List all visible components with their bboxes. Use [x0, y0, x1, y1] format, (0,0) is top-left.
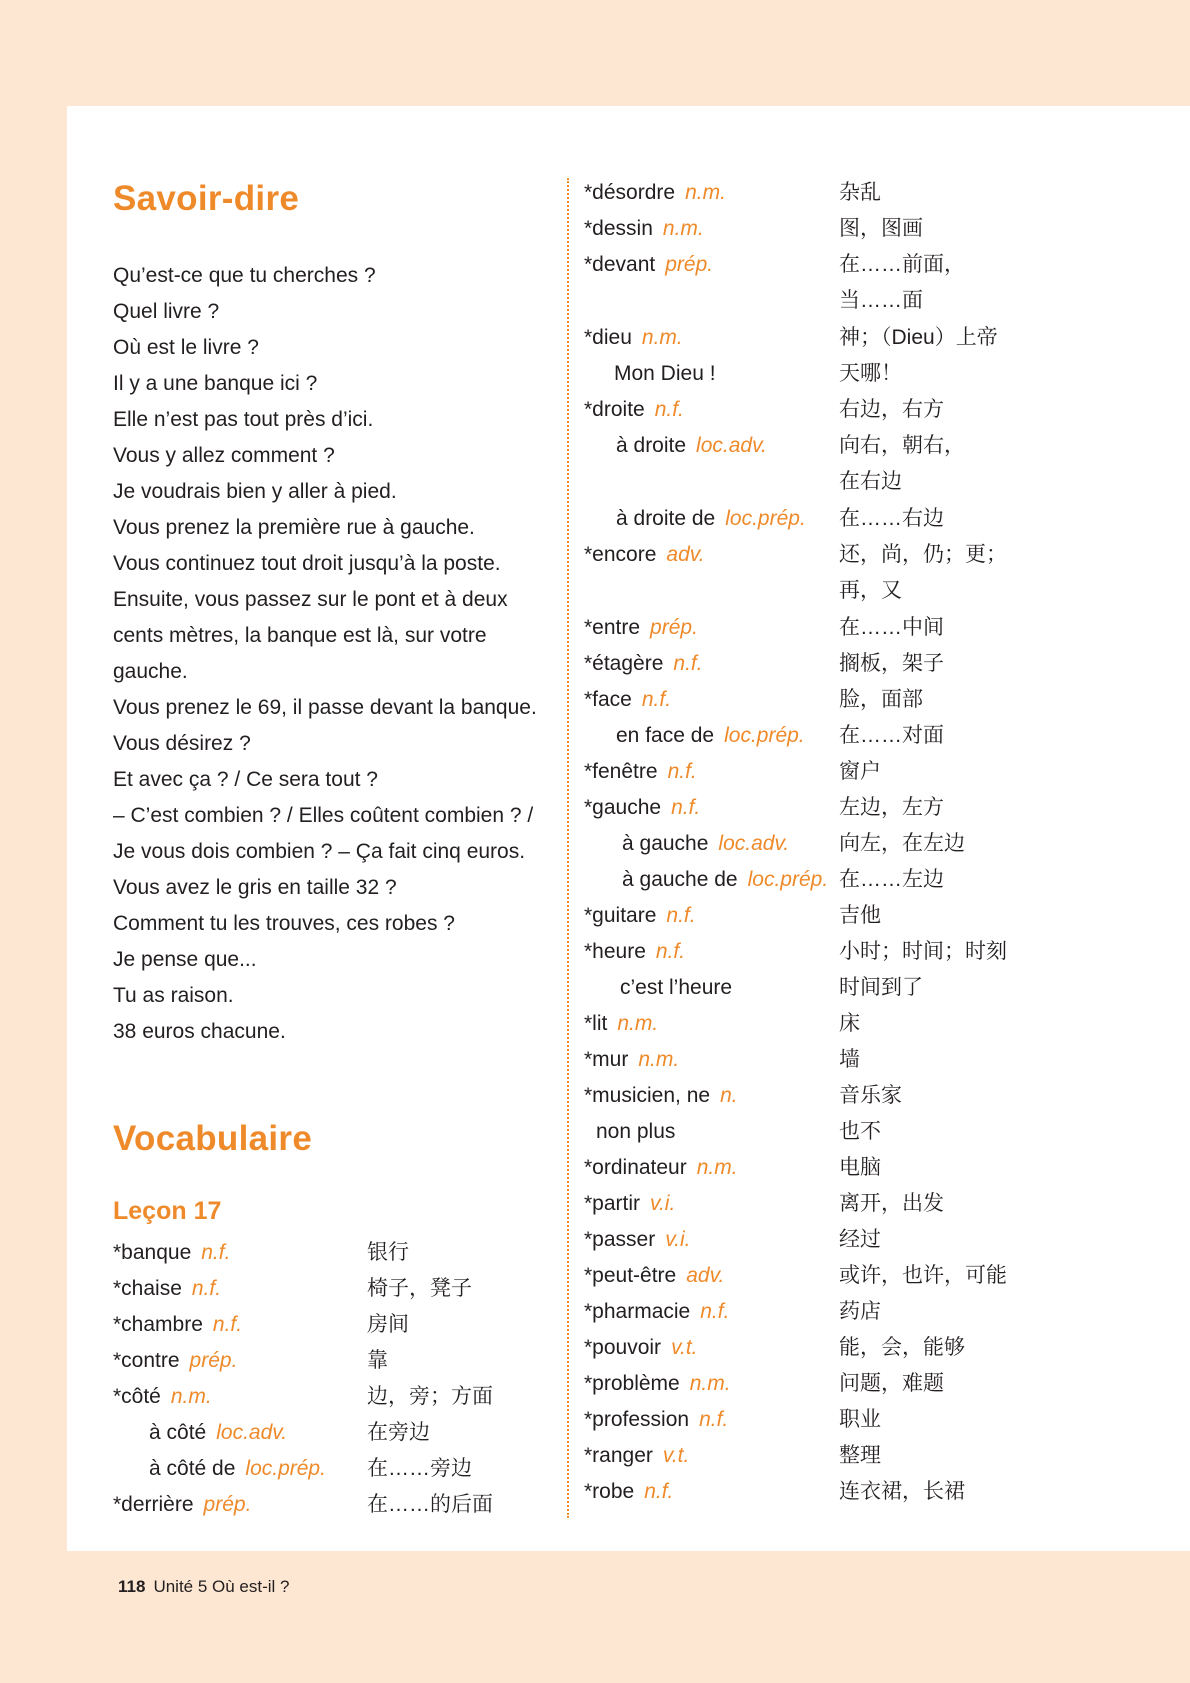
vocab-entry — [584, 1294, 1064, 1330]
vocab-word: Mon Dieu ! — [614, 362, 716, 385]
chinese-translation: 天哪！ — [839, 362, 902, 385]
vocab-entry — [113, 1451, 573, 1487]
part-of-speech: n.f. — [644, 1480, 674, 1503]
vocab-list-right — [584, 175, 1064, 1510]
vocab-word: *pouvoir — [584, 1336, 662, 1359]
phrase-line: Comment tu les trouves, ces robes ? — [113, 912, 455, 935]
phrase-line: 38 euros chacune. — [113, 1020, 286, 1043]
vocab-word-group — [584, 1006, 658, 1042]
vocab-word-group — [584, 392, 684, 428]
vocab-entry — [113, 1307, 573, 1343]
chinese-translation: 也不 — [839, 1120, 881, 1143]
phrase-line: Vous avez le gris en taille 32 ? — [113, 876, 397, 899]
vocabulaire-section — [113, 1116, 312, 1162]
vocab-entry — [584, 211, 1064, 247]
chinese-translation: 右边，右方 — [839, 398, 944, 421]
chinese-translation: 还，尚，仍；更； 再，又 — [839, 543, 1007, 602]
vocab-entry — [584, 356, 1064, 392]
vocab-word: *peut-être — [584, 1264, 677, 1287]
savoir-dire-section — [113, 176, 563, 222]
chinese-translation: 在旁边 — [367, 1421, 430, 1444]
vocab-entry — [584, 646, 1064, 682]
chinese-translation: 神；（Dieu）上帝 — [839, 326, 998, 349]
vocab-entry — [113, 1343, 573, 1379]
vocab-word-group — [584, 1150, 738, 1186]
part-of-speech: n.f. — [191, 1277, 222, 1300]
vocab-word: *derrière — [113, 1493, 194, 1516]
vocab-word-group — [584, 934, 685, 970]
chinese-translation: 在……中间 — [839, 616, 944, 639]
vocab-entry — [584, 754, 1064, 790]
vocab-word: *profession — [584, 1408, 690, 1431]
vocab-word: *lit — [584, 1012, 608, 1035]
vocab-entry — [584, 1114, 1064, 1150]
lesson-heading: Leçon 17 — [113, 1197, 222, 1225]
chinese-translation: 能，会，能够 — [839, 1336, 965, 1359]
vocab-entry — [584, 1006, 1064, 1042]
vocab-word-group — [584, 790, 700, 826]
vocab-word-group — [596, 1114, 675, 1150]
phrase-line: Vous prenez la première rue à gauche. — [113, 516, 475, 539]
chinese-translation: 窗户 — [839, 760, 881, 783]
part-of-speech: n.f. — [201, 1241, 231, 1264]
vocab-entry — [584, 247, 1064, 320]
vocab-entry — [584, 1474, 1064, 1510]
vocab-word: *face — [584, 688, 632, 711]
vocab-word: *chaise — [113, 1277, 182, 1300]
vocab-entry — [584, 1150, 1064, 1186]
phrase-line: Je voudrais bien y aller à pied. — [113, 480, 397, 503]
part-of-speech: n.f. — [212, 1313, 243, 1336]
vocab-entry — [584, 1078, 1064, 1114]
part-of-speech: n.m. — [696, 1156, 738, 1179]
part-of-speech: n.f. — [666, 904, 696, 927]
part-of-speech: adv. — [666, 543, 705, 566]
phrase-list — [113, 258, 573, 1050]
vocab-word: à gauche — [622, 832, 709, 855]
chinese-translation: 向左，在左边 — [839, 832, 965, 855]
chinese-translation: 边，旁；方面 — [367, 1385, 493, 1408]
vocab-word-group — [149, 1451, 326, 1487]
chinese-translation: 脸，面部 — [839, 688, 923, 711]
phrase-line: Vous désirez ? — [113, 732, 251, 755]
vocab-word: *ranger — [584, 1444, 653, 1467]
chinese-translation: 图，图画 — [839, 217, 923, 240]
chinese-translation: 杂乱 — [839, 181, 881, 204]
vocab-entry — [584, 1366, 1064, 1402]
vocab-word: *banque — [113, 1241, 192, 1264]
vocab-word: *encore — [584, 543, 657, 566]
part-of-speech: prép. — [650, 616, 698, 639]
chinese-translation: 问题，难题 — [839, 1372, 944, 1395]
vocab-word-group — [584, 1222, 690, 1258]
phrase-line: Et avec ça ? / Ce sera tout ? — [113, 768, 378, 791]
part-of-speech: loc.adv. — [696, 434, 767, 457]
vocab-word-group — [584, 211, 704, 247]
vocab-entry — [584, 320, 1064, 356]
vocab-word: *fenêtre — [584, 760, 658, 783]
part-of-speech: prép. — [203, 1493, 252, 1516]
chinese-translation: 连衣裙，长裙 — [839, 1480, 965, 1503]
vocab-word-group — [584, 1330, 698, 1366]
vocab-word: non plus — [596, 1120, 676, 1143]
vocab-word: *mur — [584, 1048, 629, 1071]
part-of-speech: prép. — [665, 253, 714, 276]
vocab-entry — [584, 1222, 1064, 1258]
vocab-word-group — [584, 1042, 679, 1078]
phrase-line: Qu’est-ce que tu cherches ? — [113, 264, 376, 287]
part-of-speech: v.i. — [650, 1192, 676, 1215]
vocab-entry — [113, 1415, 573, 1451]
vocab-word-group — [584, 1366, 731, 1402]
phrase-line: Il y a une banque ici ? — [113, 372, 318, 395]
phrase-line: Quel livre ? — [113, 300, 220, 323]
chinese-translation: 在……对面 — [839, 724, 944, 747]
part-of-speech: loc.prép. — [725, 507, 806, 530]
chinese-translation: 椅子，凳子 — [367, 1277, 472, 1300]
part-of-speech: v.t. — [671, 1336, 698, 1359]
vocab-entry — [584, 934, 1064, 970]
vocab-word-group — [113, 1487, 251, 1523]
chinese-translation: 音乐家 — [839, 1084, 902, 1107]
vocab-word: *problème — [584, 1372, 680, 1395]
chinese-translation: 职业 — [839, 1408, 881, 1431]
vocab-word: en face de — [616, 724, 715, 747]
chinese-translation: 整理 — [839, 1444, 881, 1467]
vocab-word-group — [113, 1235, 230, 1271]
vocab-word: *robe — [584, 1480, 635, 1503]
part-of-speech: n.f. — [654, 398, 684, 421]
page-number: 118 — [118, 1577, 146, 1596]
vocab-entry — [113, 1379, 573, 1415]
vocab-word-group — [616, 428, 767, 464]
part-of-speech: adv. — [686, 1264, 725, 1287]
chinese-translation: 左边，左方 — [839, 796, 944, 819]
phrase-line: Vous y allez comment ? — [113, 444, 335, 467]
vocab-entry — [113, 1235, 573, 1271]
chinese-translation: 房间 — [367, 1313, 409, 1336]
vocab-word-group — [614, 356, 716, 392]
chinese-translation: 在……左边 — [839, 868, 944, 891]
chinese-translation: 搁板，架子 — [839, 652, 944, 675]
vocab-word: *droite — [584, 398, 645, 421]
part-of-speech: loc.adv. — [718, 832, 790, 855]
vocab-word: *ordinateur — [584, 1156, 687, 1179]
phrase-line: Vous continuez tout droit jusqu’à la poste. — [113, 552, 501, 575]
part-of-speech: n.m. — [617, 1012, 659, 1035]
unit-title: Unité 5 Où est-il ? — [153, 1577, 290, 1596]
vocab-list-left — [113, 1235, 573, 1523]
vocab-word-group — [584, 646, 703, 682]
part-of-speech: v.i. — [665, 1228, 691, 1251]
vocab-word: *côté — [113, 1385, 161, 1408]
vocab-word: *gauche — [584, 796, 662, 819]
vocab-word-group — [584, 1078, 738, 1114]
vocab-word: à droite de — [616, 507, 716, 530]
part-of-speech: n.f. — [667, 760, 697, 783]
vocab-word: *musicien, ne — [584, 1084, 711, 1107]
vocab-word-group — [616, 718, 805, 754]
vocab-entry — [584, 537, 1064, 610]
vocab-entry — [584, 970, 1064, 1006]
chinese-translation: 经过 — [839, 1228, 881, 1251]
vocab-entry — [584, 501, 1064, 537]
vocab-word-group — [584, 537, 705, 573]
vocab-word-group — [113, 1379, 212, 1415]
vocab-word-group — [584, 1474, 673, 1510]
vocab-word: *entre — [584, 616, 641, 639]
phrase-line: Tu as raison. — [113, 984, 234, 1007]
chinese-translation: 在……旁边 — [367, 1457, 472, 1480]
vocab-word-group — [113, 1307, 242, 1343]
vocab-word: *heure — [584, 940, 646, 963]
part-of-speech: loc.prép. — [245, 1457, 326, 1480]
chinese-translation: 离开，出发 — [839, 1192, 944, 1215]
part-of-speech: n.f. — [699, 1408, 729, 1431]
vocab-word: c’est l’heure — [620, 976, 733, 999]
vocab-word-group — [584, 682, 671, 718]
chinese-translation: 在……右边 — [839, 507, 944, 530]
vocab-entry — [584, 1402, 1064, 1438]
vocab-entry — [584, 1438, 1064, 1474]
phrase-line: cents mètres, la banque est là, sur votre — [113, 624, 487, 647]
phrase-line: Vous prenez le 69, il passe devant la banque. — [113, 696, 537, 719]
chinese-translation: 在……前面， 当……面 — [839, 253, 965, 312]
column-divider — [567, 178, 569, 1518]
vocab-entry — [584, 1330, 1064, 1366]
part-of-speech: loc.prép. — [747, 868, 829, 891]
vocab-word-group — [584, 1402, 728, 1438]
vocab-word-group — [622, 862, 828, 898]
vocab-word-group — [113, 1343, 237, 1379]
part-of-speech: n.f. — [655, 940, 686, 963]
vocab-word-group — [584, 754, 697, 790]
chinese-translation: 靠 — [367, 1349, 388, 1372]
vocab-word: *dessin — [584, 217, 653, 240]
vocab-word-group — [584, 1294, 729, 1330]
phrase-line: Je vous dois combien ? – Ça fait cinq euros. — [113, 840, 526, 863]
vocab-word: *guitare — [584, 904, 657, 927]
vocab-entry — [584, 898, 1064, 934]
vocab-word-group — [584, 1438, 689, 1474]
vocab-entry — [584, 428, 1064, 501]
savoir-dire-title: Savoir-dire — [113, 179, 300, 218]
vocab-entry — [584, 862, 1064, 898]
chinese-translation: 或许，也许，可能 — [839, 1264, 1007, 1287]
part-of-speech: loc.prép. — [724, 724, 805, 747]
vocab-word: *passer — [584, 1228, 656, 1251]
vocab-word-group — [584, 898, 696, 934]
vocab-word-group — [149, 1415, 287, 1451]
part-of-speech: n.f. — [673, 652, 703, 675]
vocab-entry — [584, 1258, 1064, 1294]
vocab-entry — [584, 610, 1064, 646]
vocab-word-group — [584, 247, 713, 283]
vocab-word-group — [584, 175, 726, 211]
part-of-speech: n.m. — [641, 326, 683, 349]
vocab-entry — [584, 392, 1064, 428]
vocab-entry — [113, 1487, 573, 1523]
vocab-entry — [584, 718, 1064, 754]
vocab-word-group — [584, 610, 698, 646]
vocab-entry — [584, 790, 1064, 826]
phrase-line: – C’est combien ? / Elles coûtent combien ? / — [113, 804, 534, 827]
vocab-word: *étagère — [584, 652, 664, 675]
page-footer — [118, 1576, 290, 1598]
part-of-speech: loc.adv. — [216, 1421, 288, 1444]
vocab-entry — [584, 682, 1064, 718]
phrase-line: Ensuite, vous passez sur le pont et à deux — [113, 588, 508, 611]
vocab-entry — [584, 826, 1064, 862]
vocab-word: *pharmacie — [584, 1300, 691, 1323]
chinese-translation: 向右，朝右， 在右边 — [839, 434, 965, 493]
vocab-word: à droite — [616, 434, 687, 457]
vocabulaire-title: Vocabulaire — [113, 1119, 313, 1158]
vocab-word-group — [584, 1258, 724, 1294]
vocab-word: à gauche de — [622, 868, 738, 891]
part-of-speech: n.m. — [685, 181, 726, 204]
vocab-word-group — [113, 1271, 221, 1307]
chinese-translation: 银行 — [367, 1241, 409, 1264]
part-of-speech: n.m. — [689, 1372, 731, 1395]
vocab-word-group — [622, 826, 789, 862]
vocab-word-group — [584, 1186, 675, 1222]
vocab-word: *contre — [113, 1349, 180, 1372]
vocab-word: à côté — [149, 1421, 207, 1444]
vocab-word: *chambre — [113, 1313, 203, 1336]
vocab-word: *dieu — [584, 326, 632, 349]
chinese-translation: 床 — [839, 1012, 860, 1035]
phrase-line: Elle n’est pas tout près d’ici. — [113, 408, 374, 431]
part-of-speech: n.m. — [638, 1048, 680, 1071]
chinese-translation: 小时；时间；时刻 — [839, 940, 1007, 963]
vocab-word: à côté de — [149, 1457, 236, 1480]
part-of-speech: n.m. — [170, 1385, 212, 1408]
vocab-word-group — [584, 320, 683, 356]
vocab-word: *devant — [584, 253, 656, 276]
vocab-entry — [584, 175, 1064, 211]
vocab-word-group — [620, 970, 732, 1006]
phrase-line: Je pense que... — [113, 948, 257, 971]
part-of-speech: n. — [720, 1084, 738, 1107]
chinese-translation: 电脑 — [839, 1156, 881, 1179]
vocab-word-group — [616, 501, 806, 537]
part-of-speech: v.t. — [662, 1444, 690, 1467]
part-of-speech: n.f. — [641, 688, 672, 711]
chinese-translation: 在……的后面 — [367, 1493, 493, 1516]
vocab-entry — [113, 1271, 573, 1307]
chinese-translation: 药店 — [839, 1300, 881, 1323]
part-of-speech: n.m. — [662, 217, 704, 240]
phrase-line: gauche. — [113, 660, 188, 683]
chinese-translation: 吉他 — [839, 904, 881, 927]
part-of-speech: n.f. — [700, 1300, 730, 1323]
part-of-speech: prép. — [189, 1349, 238, 1372]
vocab-word: *partir — [584, 1192, 641, 1215]
vocab-word: *désordre — [584, 181, 676, 204]
phrase-line: Où est le livre ? — [113, 336, 259, 359]
vocab-entry — [584, 1042, 1064, 1078]
chinese-translation: 墙 — [839, 1048, 860, 1071]
part-of-speech: n.f. — [671, 796, 701, 819]
chinese-translation: 时间到了 — [839, 976, 923, 999]
vocab-entry — [584, 1186, 1064, 1222]
